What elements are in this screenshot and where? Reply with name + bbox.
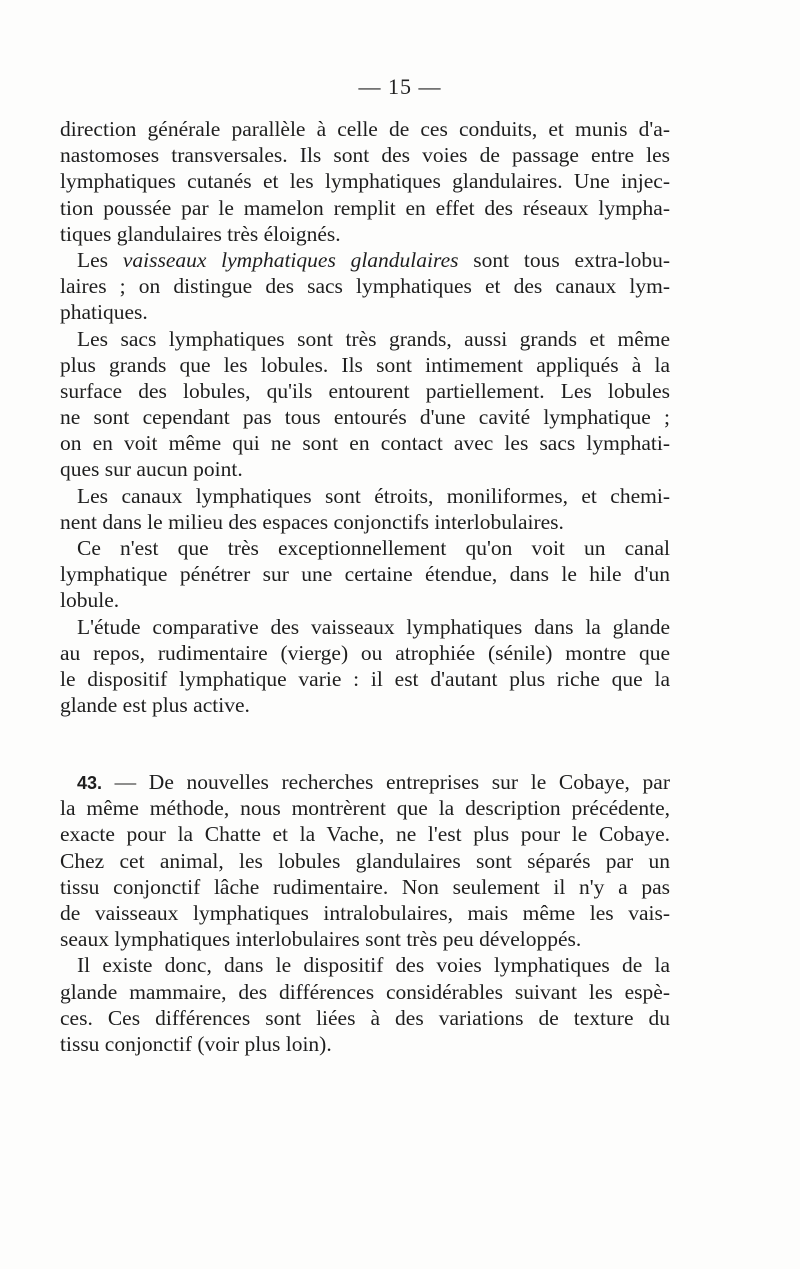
text-line (60, 378, 670, 404)
text-run: lobule. (60, 588, 120, 613)
text-line (60, 535, 670, 561)
text-line (60, 509, 670, 535)
text-line (60, 795, 670, 821)
text-line (60, 874, 670, 900)
text-run: tissu conjonctif lâche rudimentaire. Non seulement il n'y a pas (60, 874, 670, 899)
text-run: Ce n'est que très exceptionnellement qu'on voit un canal (77, 536, 670, 560)
text-run: Il existe donc, dans le dispositif des voies lymphatiques de la (77, 953, 670, 978)
section-number: 43. (77, 773, 103, 793)
text-line (60, 273, 670, 299)
text-run: tiques glandulaires très éloignés. (60, 221, 341, 246)
text-run: tissu conjonctif (voir plus loin). (60, 1031, 332, 1056)
text-line (60, 142, 670, 168)
text-line (60, 247, 670, 273)
text-line (60, 926, 670, 952)
text-line (60, 299, 670, 325)
text-run: Les canaux lymphatiques sont étroits, moniliformes, et chemi- (77, 483, 670, 508)
text-run: — De nouvelles recherches entreprises sur le Cobaye, par (102, 770, 670, 794)
text-line (60, 848, 670, 874)
text-run: on en voit même qui ne sont en contact avec les sacs lymphati- (60, 431, 670, 456)
text-run: au repos, rudimentaire (vierge) ou atrophiée (sénile) montre que (60, 640, 670, 665)
text-line (60, 692, 670, 718)
text-line (60, 666, 670, 692)
text-run: Chez cet animal, les lobules glandulaires sont séparés par un (60, 848, 670, 873)
text-run: ques sur aucun point. (60, 457, 243, 482)
text-run: la même méthode, nous montrèrent que la description précédente, (60, 796, 670, 821)
text-line (60, 1005, 670, 1031)
text-run: Les sacs lymphatiques sont très grands, aussi grands et même (77, 326, 670, 351)
text-line (60, 352, 670, 378)
text-line (60, 614, 670, 640)
text-line (60, 640, 670, 666)
body-text-top (60, 116, 670, 718)
text-run: glande est plus active. (60, 693, 250, 718)
text-line (60, 404, 670, 430)
page-number: — 15 — (358, 74, 442, 99)
text-line (60, 979, 670, 1005)
text-line (60, 456, 670, 482)
text-run: lymphatique pénétrer sur une certaine étendue, dans le hile d'un (60, 562, 670, 587)
text-line (60, 587, 670, 613)
text-line (60, 430, 670, 456)
text-run: seaux lymphatiques interlobulaires sont très peu développés. (60, 927, 582, 952)
text-run: de vaisseaux lymphatiques intralobulaires, mais même les vais- (60, 900, 670, 925)
text-run: phatiques. (60, 300, 148, 325)
text-line (60, 769, 670, 795)
text-line (60, 821, 670, 847)
text-run: exacte pour la Chatte et la Vache, ne l'est plus pour le Cobaye. (60, 822, 670, 847)
text-run: plus grands que les lobules. Ils sont intimement appliqués à la (60, 352, 670, 377)
text-line (60, 952, 670, 978)
text-line (60, 1031, 670, 1057)
text-run: L'étude comparative des vaisseaux lymphatiques dans la glande (77, 614, 670, 639)
text-run: direction générale parallèle à celle de ces conduits, et munis d'a- (60, 117, 670, 141)
text-run: nastomoses transversales. Ils sont des voies de passage entre les (60, 143, 670, 168)
text-line (60, 116, 670, 142)
text-line (60, 195, 670, 221)
text-run: surface des lobules, qu'ils entourent partiellement. Les lobules (60, 378, 670, 403)
text-run: ne sont cependant pas tous entourés d'une cavité lymphatique ; (60, 405, 670, 430)
text-line (60, 561, 670, 587)
italic-term: vaisseaux lymphatiques glandulaires (122, 247, 459, 272)
body-text-section-43 (60, 769, 670, 1057)
text-run: le dispositif lymphatique varie : il est d'autant plus riche que la (60, 666, 670, 691)
text-line (60, 900, 670, 926)
text-run: glande mammaire, des différences considérables suivant les espè- (60, 979, 670, 1004)
text-run: laires ; on distingue des sacs lymphatiques et des canaux lym- (60, 274, 670, 299)
text-run: nent dans le milieu des espaces conjonctifs interlobulaires. (60, 509, 564, 534)
text-line (60, 168, 670, 194)
text-run: tion poussée par le mamelon remplit en effet des réseaux lympha- (60, 195, 670, 220)
text-run: ces. Ces différences sont liées à des variations de texture du (60, 1005, 670, 1030)
text-line (60, 221, 670, 247)
text-line (60, 326, 670, 352)
text-run: sont tous extra-lobu- (458, 247, 670, 272)
text-run: Les (77, 247, 123, 272)
text-line (60, 483, 670, 509)
text-run: lymphatiques cutanés et les lymphatiques glandulaires. Une injec- (60, 169, 670, 194)
